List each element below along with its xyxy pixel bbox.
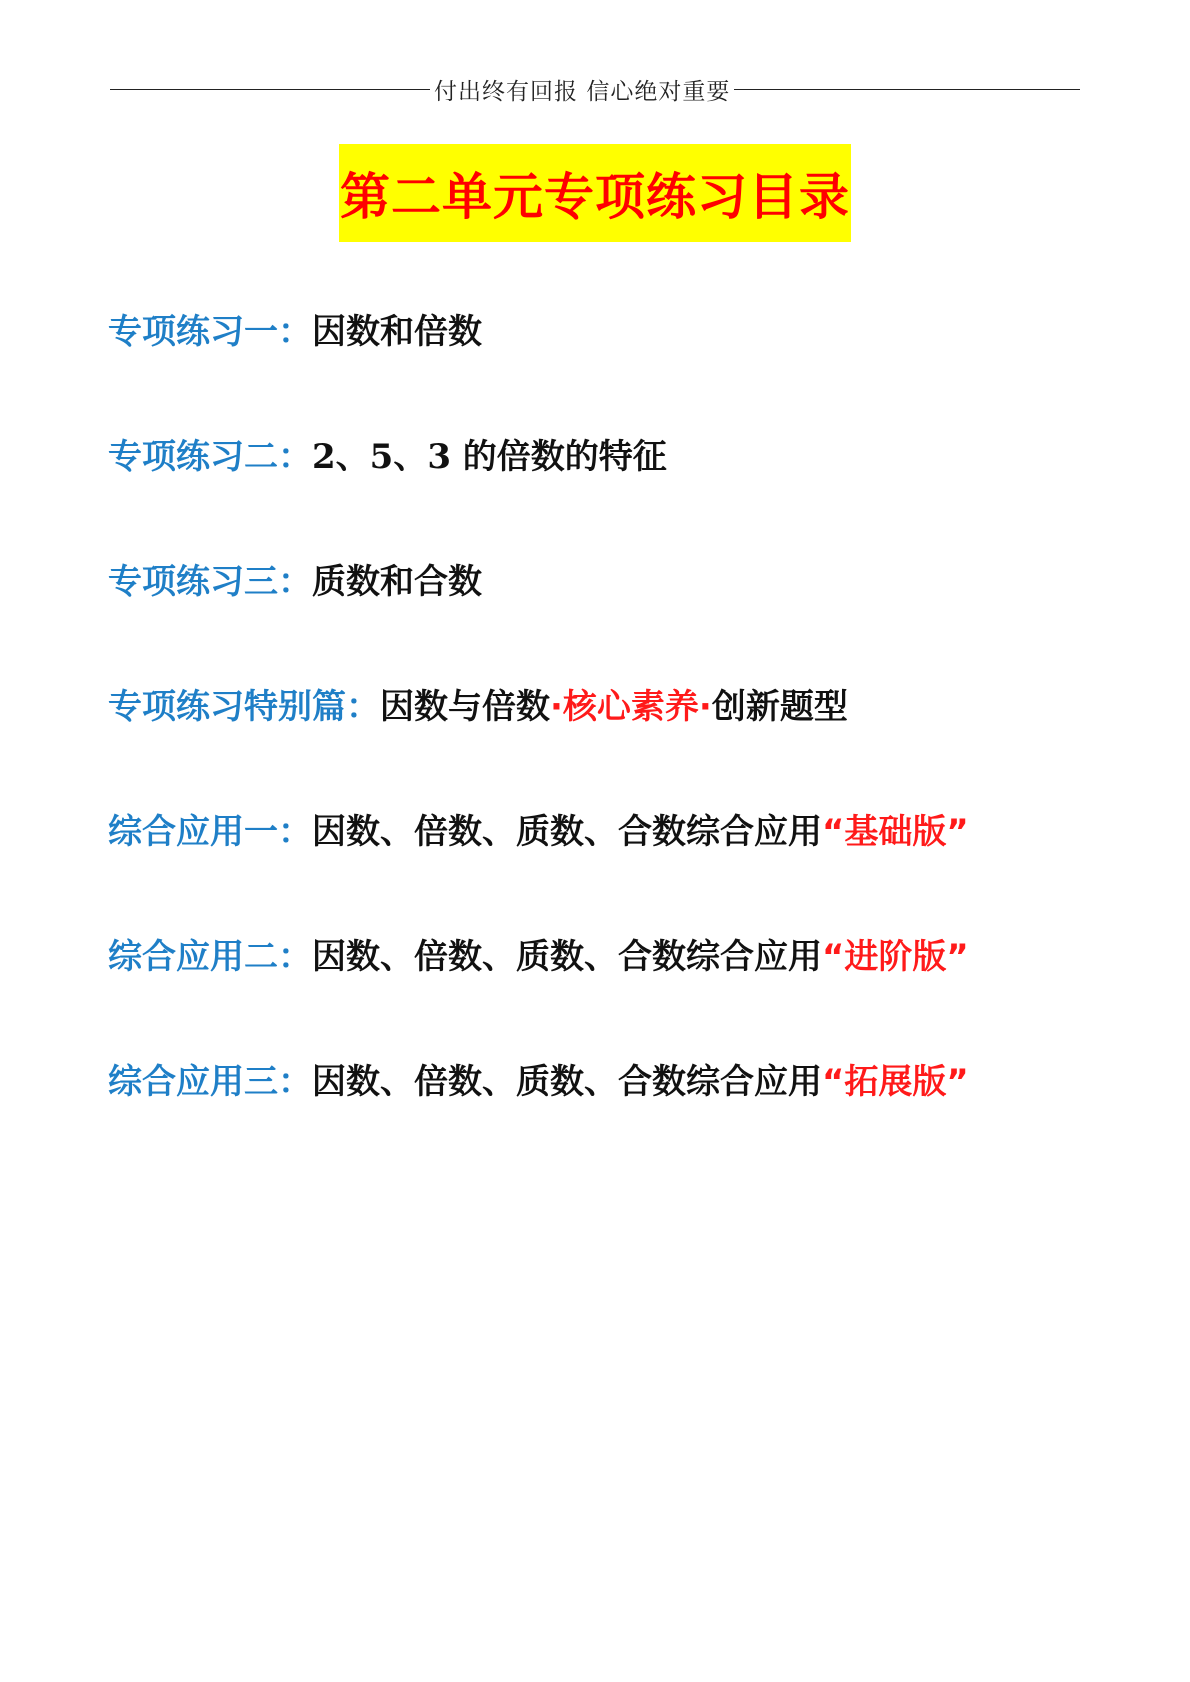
toc-item-practice-2 [108, 425, 1108, 550]
toc-item-label: 专项练习二： [108, 437, 312, 477]
toc-item-application-2 [108, 925, 1108, 1050]
toc-item-text: 因数和倍数 [312, 312, 482, 352]
toc-item-version-tag: “基础版” [822, 812, 969, 852]
toc-item-label: 专项练习特别篇： [108, 687, 380, 727]
toc-item-practice-special [108, 675, 1108, 800]
header-rule-left [110, 89, 430, 90]
toc-item-application-1 [108, 800, 1108, 925]
page-header [110, 66, 1080, 112]
toc-item-text: 2、5、3 的倍数的特征 [312, 437, 667, 477]
toc-item-text: 因数、倍数、质数、合数综合应用 [312, 937, 822, 977]
toc-item-application-3 [108, 1050, 1108, 1175]
toc-item-label: 专项练习三： [108, 562, 312, 602]
toc-item-practice-1 [108, 300, 1108, 425]
toc-item-highlight: ·核心素养· [550, 687, 712, 727]
page-title: 第二单元专项练习目录 [340, 168, 850, 226]
toc-item-text: 因数、倍数、质数、合数综合应用 [312, 812, 822, 852]
toc-item-text: 质数和合数 [312, 562, 482, 602]
header-motto: 付出终有回报 信心绝对重要 [434, 78, 731, 105]
header-rule-right [734, 89, 1080, 90]
toc-item-label: 综合应用三： [108, 1062, 312, 1102]
toc-item-text: 因数与倍数 [380, 687, 550, 727]
toc-item-practice-3 [108, 550, 1108, 675]
title-container [0, 144, 1190, 242]
toc-item-text: 因数、倍数、质数、合数综合应用 [312, 1062, 822, 1102]
toc-item-label: 综合应用一： [108, 812, 312, 852]
toc-item-label: 综合应用二： [108, 937, 312, 977]
table-of-contents [108, 300, 1108, 1175]
title-highlight [339, 144, 851, 242]
toc-item-version-tag: “进阶版” [822, 937, 969, 977]
toc-item-text: 创新题型 [711, 687, 848, 727]
toc-item-label: 专项练习一： [108, 312, 312, 352]
toc-item-version-tag: “拓展版” [822, 1062, 969, 1102]
